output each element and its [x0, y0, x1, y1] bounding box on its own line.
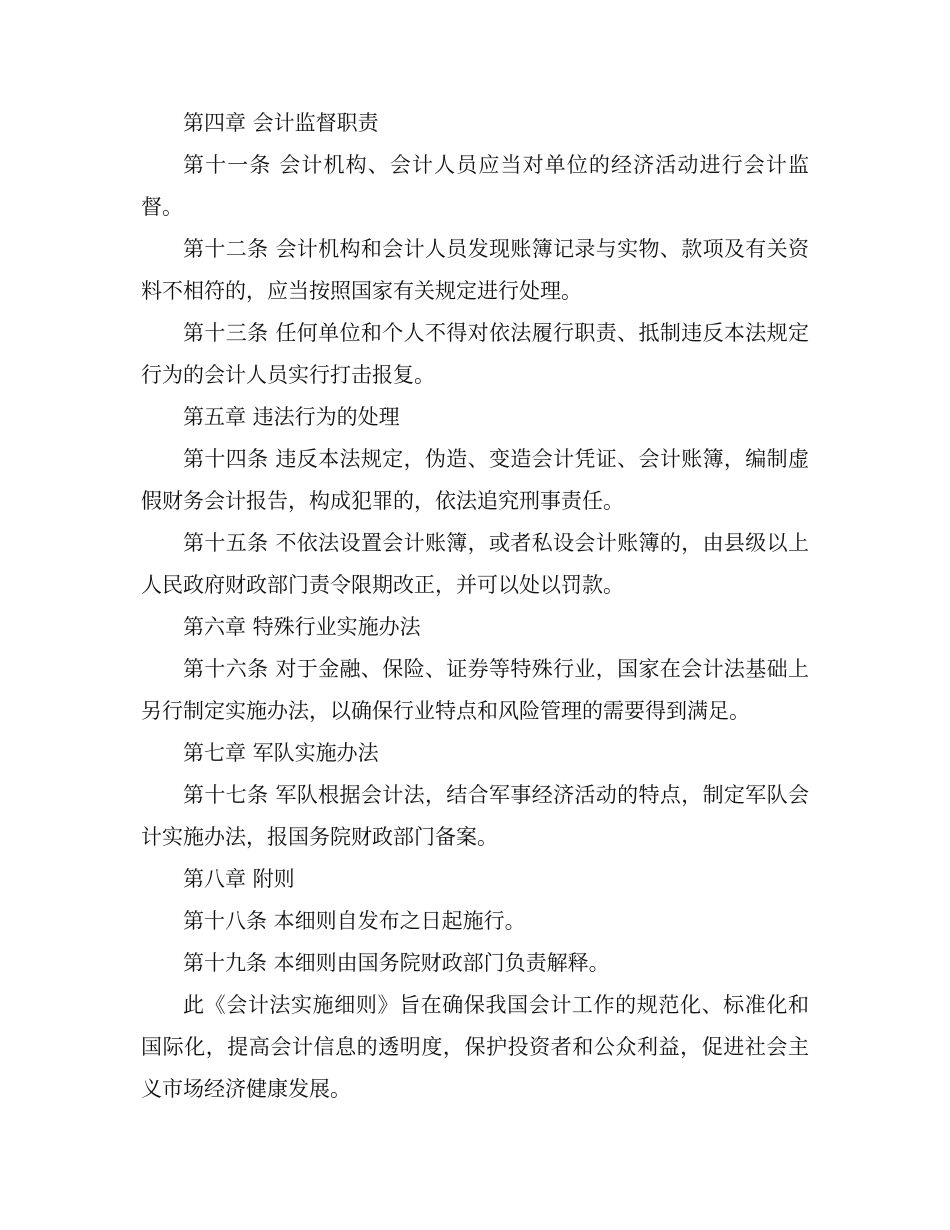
article-18: 第十八条 本细则自发布之日起施行。 — [183, 909, 526, 933]
article-14: 第十四条 违反本法规定，伪造、变造会计凭证、会计账簿，编制虚假财务会计报告，构成犯罪的，依法追究刑事责任。 — [141, 447, 809, 513]
article-12: 第十二条 会计机构和会计人员发现账簿记录与实物、款项及有关资料不相符的，应当按照国家有关规定进行处理。 — [141, 237, 809, 303]
chapter-heading-7: 第七章 军队实施办法 — [183, 741, 379, 765]
article-15: 第十五条 不依法设置会计账簿，或者私设会计账簿的，由县级以上人民政府财政部门责令限期改正，并可以处以罚款。 — [141, 531, 809, 597]
chapter-heading-6: 第六章 特殊行业实施办法 — [183, 615, 421, 639]
chapter-heading-5: 第五章 违法行为的处理 — [183, 405, 400, 429]
document-body — [141, 102, 809, 1110]
article-19: 第十九条 本细则由国务院财政部门负责解释。 — [183, 951, 610, 975]
chapter-heading-4: 第四章 会计监督职责 — [183, 111, 379, 135]
article-17: 第十七条 军队根据会计法，结合军事经济活动的特点，制定军队会计实施办法，报国务院财政部门备案。 — [141, 783, 809, 849]
chapter-heading-8: 第八章 附则 — [183, 867, 295, 891]
article-11: 第十一条 会计机构、会计人员应当对单位的经济活动进行会计监督。 — [141, 153, 809, 219]
closing-paragraph: 此《会计法实施细则》旨在确保我国会计工作的规范化、标准化和国际化，提高会计信息的透明度，保护投资者和公众利益，促进社会主义市场经济健康发展。 — [141, 993, 809, 1101]
article-13: 第十三条 任何单位和个人不得对依法履行职责、抵制违反本法规定行为的会计人员实行打击报复。 — [141, 321, 809, 387]
article-16: 第十六条 对于金融、保险、证券等特殊行业，国家在会计法基础上另行制定实施办法，以确保行业特点和风险管理的需要得到满足。 — [141, 657, 809, 723]
